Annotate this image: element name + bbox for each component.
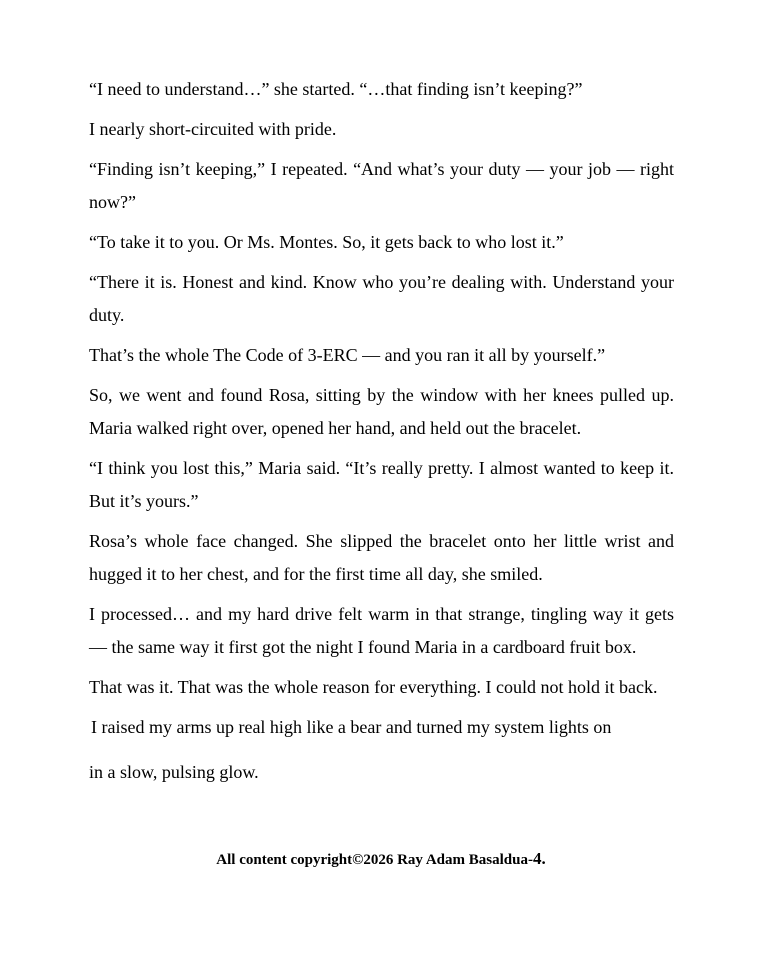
paragraph-4: “To take it to you. Or Ms. Montes. So, it gets back to who lost it.” (89, 232, 564, 252)
paragraph-12: I raised my arms up real high like a bear and turned my system lights on (91, 717, 612, 737)
paragraph-5: “There it is. Honest and kind. Know who you’re dealing with. Understand your duty. (89, 272, 674, 325)
paragraph-11: That was it. That was the whole reason for everything. I could not hold it back. (89, 677, 658, 697)
paragraph-2: I nearly short-circuited with pride. (89, 119, 337, 139)
document-body (89, 73, 674, 796)
paragraph-6: That’s the whole The Code of 3-ERC — and you ran it all by yourself.” (89, 345, 606, 365)
paragraph-1: “I need to understand…” she started. “…that finding isn’t keeping?” (89, 79, 583, 99)
paragraph-7: So, we went and found Rosa, sitting by the window with her knees pulled up. Maria walked right over, opened her hand, and held out the bracelet. (89, 385, 674, 438)
paragraph-3: “Finding isn’t keeping,” I repeated. “And what’s your duty — your job — right now?” (89, 159, 674, 212)
paragraph-9: Rosa’s whole face changed. She slipped the bracelet onto her little wrist and hugged it to her chest, and for the first time all day, she smiled. (89, 531, 674, 584)
paragraph-13: in a slow, pulsing glow. (89, 762, 259, 782)
page-number: 4. (532, 849, 546, 868)
page-footer (0, 849, 762, 869)
copyright-notice: All content copyright©2026 Ray Adam Basaldua- (216, 852, 533, 868)
paragraph-10: I processed… and my hard drive felt warm in that strange, tingling way it gets — the same way it first got the night I found Maria in a cardboard fruit box. (89, 604, 674, 657)
paragraph-8: “I think you lost this,” Maria said. “It’s really pretty. I almost wanted to keep it. But it’s yours.” (89, 458, 674, 511)
